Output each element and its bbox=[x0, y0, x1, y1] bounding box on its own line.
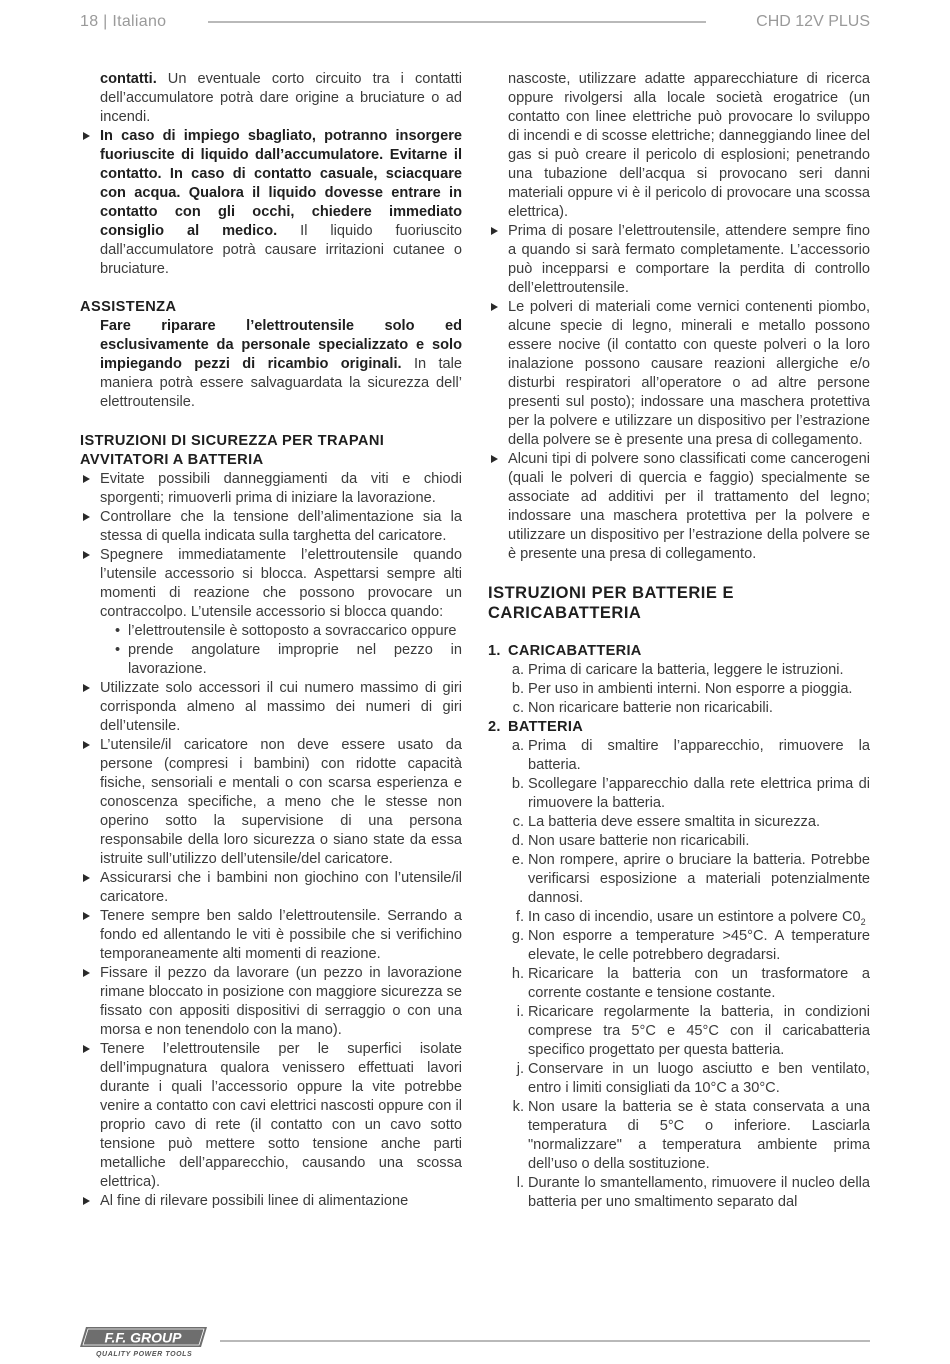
item-text: In caso di incendio, usare un estintore a polvere C0 bbox=[528, 909, 861, 925]
battery-item bbox=[488, 908, 870, 927]
leak-bold: In caso di impiego sbagliato, potranno insorgere fuoriuscite di liquido dall’accumulatore. Evitarne il contatto. In caso di contatto casuale, sciacquare con acqua. Qualora il liquido dovesse entrare in contatto con gli occhi, chiedere immediato consiglio al medico. bbox=[100, 128, 462, 239]
logo-text: F.F. GROUP bbox=[104, 1329, 182, 1346]
footer-divider bbox=[220, 1340, 870, 1342]
co2-subscript: 2 bbox=[860, 916, 866, 927]
charger-item bbox=[488, 699, 870, 718]
charger-number: 1. bbox=[488, 643, 501, 659]
item-text: Ricaricare regolarmente la batteria, in condizioni comprese tra 5°C e 45°C con il caricabatteria specifico progettato per questa batteria. bbox=[528, 1004, 870, 1058]
item-text: Durante lo smantellamento, rimuovere il nucleo della batteria per uno smaltimento separato dal bbox=[528, 1175, 870, 1210]
assistance-paragraph bbox=[80, 317, 462, 412]
list-item: Le polveri di materiali come vernici contenenti piombo, alcune specie di legno, minerali e metallo possono essere nocive (il contatto con queste polveri o la loro inalazione possono causare reazioni allergiche e/o disturbi respiratori all’operatore o ad altre persone presenti sul posto); indossare una maschera protettiva per la polvere e utilizzare un dispositivo per l’estrazione della polvere se è presente una presa di collegamento. bbox=[488, 298, 870, 450]
item-text: Non esporre a temperature >45°C. A temperature elevate, le celle potrebbero degradarsi. bbox=[528, 928, 870, 963]
charger-heading bbox=[488, 642, 870, 661]
charger-title: CARICABATTERIA bbox=[508, 643, 642, 659]
charger-item bbox=[488, 661, 870, 680]
battery-item bbox=[488, 1060, 870, 1098]
list-item: Tenere l’elettroutensile per le superfici isolate dell’impugnatura qualora venissero effettuati lavori durante i quali l’accessorio oppure la vite potrebbe venire a contatto con cavi elettrici nascosti oppure con il proprio cavo di rete (il contatto con un cavo sotto tensione può mettere sotto tensione anche parti metalliche dell’apparecchio, causando una scossa elettrica). bbox=[80, 1040, 462, 1192]
left-column bbox=[80, 70, 462, 1211]
item-text: Non ricaricare batterie non ricaricabili. bbox=[528, 700, 773, 716]
contacts-bold: contatti. bbox=[100, 71, 157, 87]
item-text: Non usare batterie non ricaricabili. bbox=[528, 833, 750, 849]
item-text: Non usare la batteria se è stata conservata a una temperatura di 5°C o inferiore. Lasciarla "normalizzare" a temperatura ambiente prima dell’uso o della sostituzione. bbox=[528, 1099, 870, 1172]
product-name: CHD 12V PLUS bbox=[756, 13, 870, 30]
page-footer bbox=[0, 1320, 950, 1364]
item-letter: c. bbox=[512, 700, 524, 716]
item-text: Prima di caricare la batteria, leggere le istruzioni. bbox=[528, 662, 844, 678]
right-column bbox=[488, 70, 870, 1212]
item-letter: a. bbox=[511, 738, 524, 754]
blocking-conditions-list bbox=[100, 622, 462, 679]
item-text: Scollegare l’apparecchio dalla rete elettrica prima di rimuovere la batteria. bbox=[528, 776, 870, 811]
battery-item bbox=[488, 851, 870, 908]
item-text: La batteria deve essere smaltita in sicurezza. bbox=[528, 814, 821, 830]
item-text: Prima di smaltire l’apparecchio, rimuovere la batteria. bbox=[528, 738, 870, 773]
sub-list-item: • l’elettroutensile è sottoposto a sovraccarico oppure bbox=[114, 622, 462, 641]
charger-item bbox=[488, 680, 870, 699]
page-header bbox=[0, 0, 950, 50]
battery-item bbox=[488, 737, 870, 775]
battery-heading bbox=[488, 718, 870, 737]
battery-item bbox=[488, 813, 870, 832]
assistance-heading: ASSISTENZA bbox=[80, 299, 177, 315]
battery-title: BATTERIA bbox=[508, 719, 584, 735]
ffgroup-logo bbox=[80, 1326, 208, 1348]
item-letter: a. bbox=[511, 662, 524, 678]
list-item-text: Spegnere immediatamente l’elettroutensile quando l’utensile accessorio si blocca. Aspettarsi sempre alti momenti di reazione che possono provocare un contraccolpo. L’utensile accessorio si blocca quando: bbox=[100, 547, 462, 620]
item-text: Non rompere, aprire o bruciare la batteria. Potrebbe verificarsi esposizione a materiali potenzialmente dannosi. bbox=[528, 852, 870, 906]
list-item bbox=[80, 546, 462, 679]
battery-instructions-heading: ISTRUZIONI PER BATTERIE E CARICABATTERIA bbox=[488, 584, 734, 622]
assistance-bold: Fare riparare l’elettroutensile solo ed esclusivamente da personale specializzato e solo impiegando pezzi di ricambio originali. bbox=[100, 318, 462, 372]
page-number-language: 18 | Italiano bbox=[80, 13, 167, 30]
header-divider bbox=[208, 21, 706, 23]
list-item: Utilizzate solo accessori il cui numero massimo di giri corrisponda almeno al massimo dei numeri di giri dell’utensile. bbox=[80, 679, 462, 736]
item-text: Conservare in un luogo asciutto e ben ventilato, entro i limiti consigliati da 10°C a 30°C. bbox=[528, 1061, 870, 1096]
item-letter: k. bbox=[512, 1099, 524, 1115]
assistance-text: In tale maniera potrà essere salvaguardata la sicurezza dell’ elettroutensile. bbox=[100, 356, 462, 410]
list-item: Fissare il pezzo da lavorare (un pezzo in lavorazione rimane bloccato in posizione con maggiore sicurezza se fissato con appositi dispositivi di serraggio o con una morsa e non tenendolo con la mano). bbox=[80, 964, 462, 1040]
continuation-paragraph: nascoste, utilizzare adatte apparecchiature di ricerca oppure rivolgersi alla locale società erogatrice (un contatto con linee elettriche può provocare lo sviluppo di incendi e di scosse elettriche; danneggiando linee del gas si può creare il pericolo di esplosioni; penetrando una tubazione dell’acqua si provocano seri danni materiali oppure vi è il pericolo di provocare una scossa elettrica). bbox=[508, 71, 870, 220]
item-letter: c. bbox=[512, 814, 524, 830]
leak-list bbox=[80, 127, 462, 279]
battery-item bbox=[488, 1098, 870, 1174]
list-item: Prima di posare l’elettroutensile, attendere sempre fino a quando si sarà fermato completamente. L’accessorio può incepparsi e comportare la perdita di controllo dell’elettroutensile. bbox=[488, 222, 870, 298]
tool-safety-list bbox=[488, 222, 870, 564]
item-text: Per uso in ambienti interni. Non esporre a pioggia. bbox=[528, 681, 853, 697]
item-letter: e. bbox=[511, 852, 524, 868]
contacts-paragraph bbox=[80, 70, 462, 127]
item-letter: f. bbox=[515, 909, 524, 925]
item-letter: h. bbox=[511, 966, 524, 982]
battery-item bbox=[488, 965, 870, 1003]
charger-list bbox=[488, 661, 870, 718]
battery-list bbox=[488, 737, 870, 1212]
item-letter: b. bbox=[511, 776, 524, 792]
item-text: Ricaricare la batteria con un trasformatore a corrente costante e tensione costante. bbox=[528, 966, 870, 1001]
item-letter: l. bbox=[516, 1175, 524, 1191]
list-item: Tenere sempre ben saldo l’elettroutensile. Serrando a fondo ed allentando le viti è possibile che si verifichino temporaneamente alti momenti di reazione. bbox=[80, 907, 462, 964]
leak-item bbox=[80, 127, 462, 279]
leak-text: Il liquido fuoriuscito dall’accumulatore potrà causare irritazioni cutanee o bruciature. bbox=[100, 223, 463, 277]
battery-item bbox=[488, 1174, 870, 1212]
battery-number: 2. bbox=[488, 719, 501, 735]
item-letter: g. bbox=[511, 928, 524, 944]
drill-safety-list bbox=[80, 470, 462, 1211]
drill-safety-heading: ISTRUZIONI DI SICUREZZA PER TRAPANI AVVITATORI A BATTERIA bbox=[80, 433, 385, 468]
battery-item bbox=[488, 1003, 870, 1060]
list-item: Controllare che la tensione dell’alimentazione sia la stessa di quella indicata sulla targhetta del caricatore. bbox=[80, 508, 462, 546]
logo-tagline: QUALITY POWER TOOLS bbox=[96, 1351, 193, 1358]
contacts-text: Un eventuale corto circuito tra i contatti dell’accumulatore potrà dare origine a bruciature o ad incendi. bbox=[100, 71, 462, 125]
list-item: Assicurarsi che i bambini non giochino con l’utensile/il caricatore. bbox=[80, 869, 462, 907]
battery-item bbox=[488, 775, 870, 813]
battery-item bbox=[488, 832, 870, 851]
battery-item bbox=[488, 927, 870, 965]
sub-list-item: • prende angolature improprie nel pezzo in lavorazione. bbox=[114, 641, 462, 679]
list-item: Alcuni tipi di polvere sono classificati come cancerogeni (quali le polveri di quercia e faggio) specialmente se associate ad additivi per il trattamento del legno; indossare una maschera protettiva per la polvere e utilizzare un dispositivo per l’estrazione della polvere se è presente una presa di collegamento. bbox=[488, 450, 870, 564]
item-letter: b. bbox=[511, 681, 524, 697]
item-letter: j. bbox=[516, 1061, 524, 1077]
list-item: L’utensile/il caricatore non deve essere usato da persone (compresi i bambini) con ridotte capacità fisiche, sensoriali e mentali o con scarsa esperienza e conoscenza specifiche, a meno che le stesse non operino sotto la supervisione di una persona responsabile della loro sicurezza o siano state da essa istruite sull’utilizzo dell’utensile/del caricatore. bbox=[80, 736, 462, 869]
item-letter: i. bbox=[516, 1004, 524, 1020]
list-item: Evitate possibili danneggiamenti da viti e chiodi sporgenti; rimuoverli prima di iniziare la lavorazione. bbox=[80, 470, 462, 508]
list-item: Al fine di rilevare possibili linee di alimentazione bbox=[80, 1192, 462, 1211]
item-letter: d. bbox=[511, 833, 524, 849]
